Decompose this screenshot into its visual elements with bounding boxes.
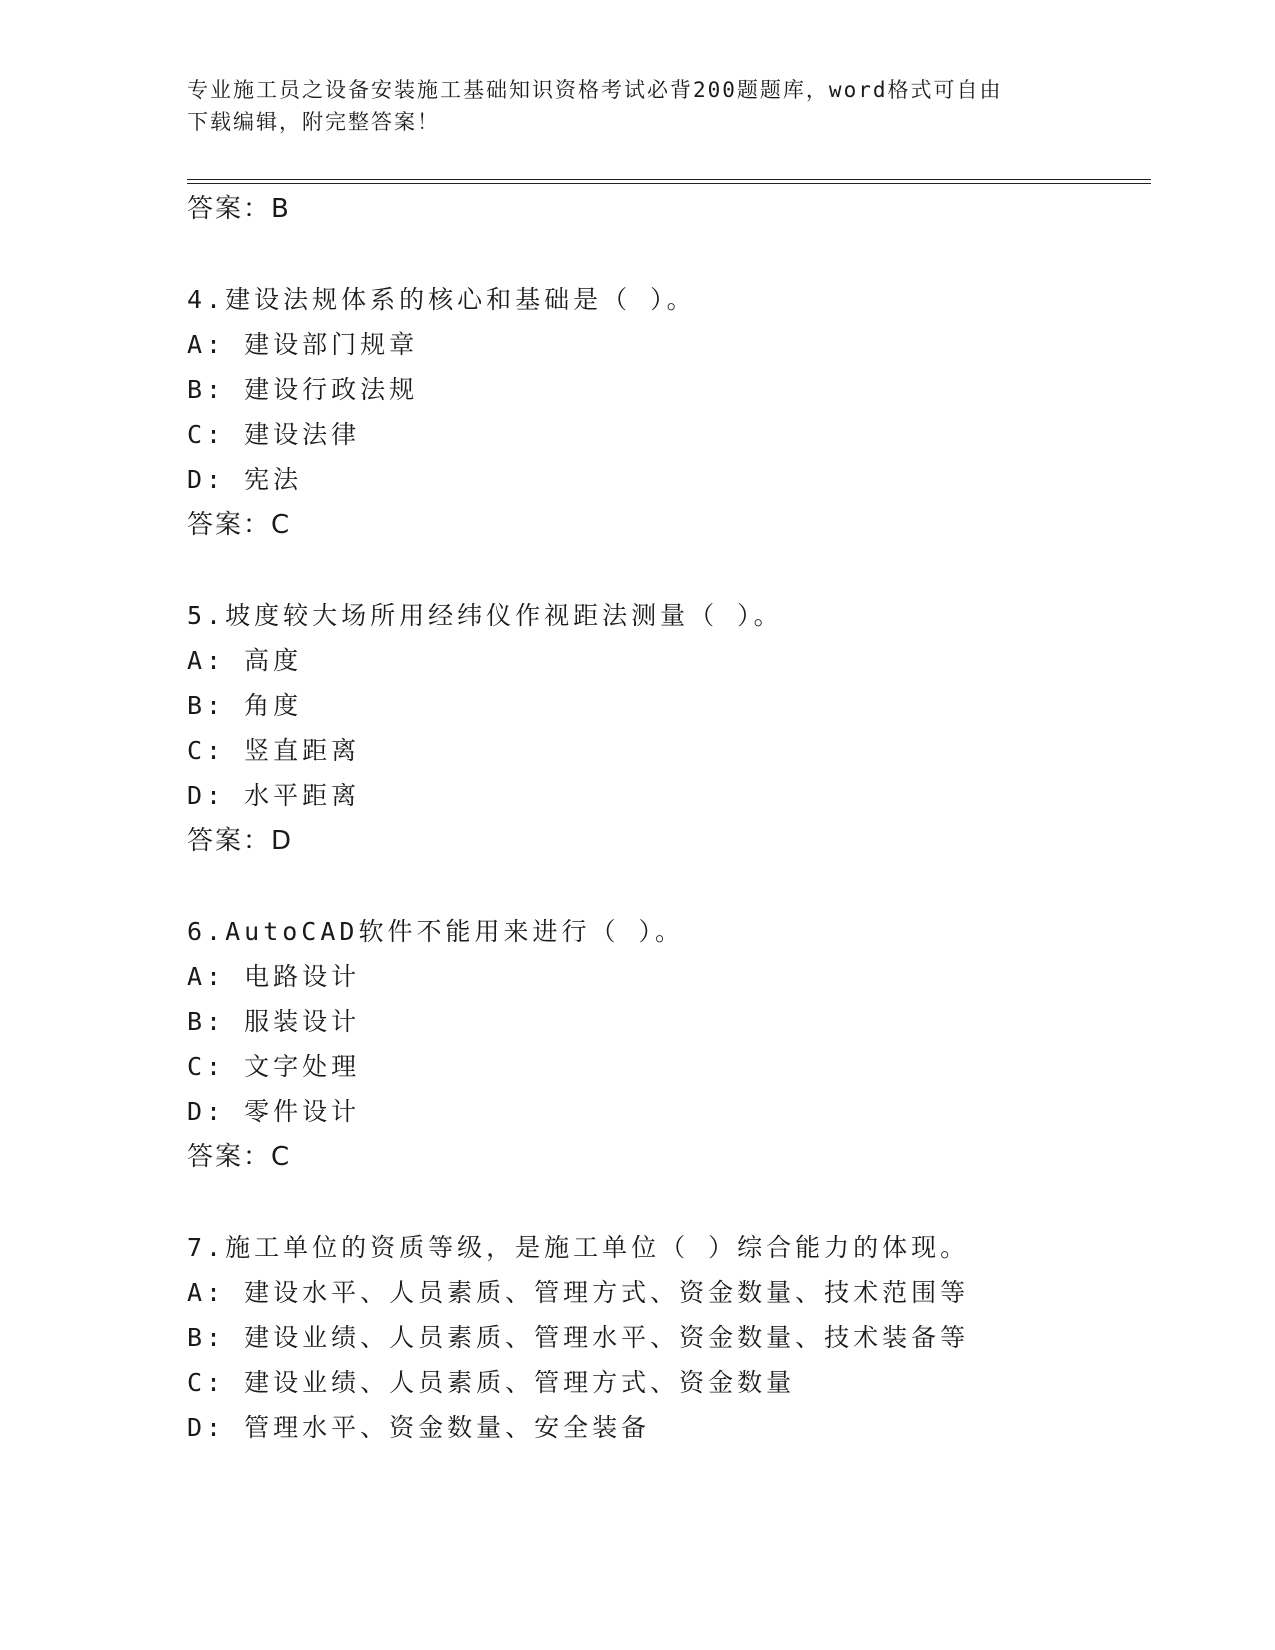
option-b: B: 建设行政法规 xyxy=(187,375,419,404)
header-line-2: 下载编辑，附完整答案！ xyxy=(187,110,440,134)
question-6: 6.AutoCAD软件不能用来进行（ ）。 xyxy=(187,917,685,946)
answer-line: 答案：C xyxy=(187,510,292,540)
option-c: C: 建设业绩、人员素质、管理方式、资金数量 xyxy=(187,1368,796,1397)
header-divider-bottom xyxy=(187,183,1151,184)
option-c: C: 建设法律 xyxy=(187,420,361,449)
answer-line: 答案：D xyxy=(187,826,294,856)
question-7: 7.施工单位的资质等级，是施工单位（ ）综合能力的体现。 xyxy=(187,1233,970,1262)
option-a: A: 高度 xyxy=(187,646,303,675)
option-b: B: 建设业绩、人员素质、管理水平、资金数量、技术装备等 xyxy=(187,1323,970,1352)
header-line-1: 专业施工员之设备安装施工基础知识资格考试必背200题题库，word格式可自由 xyxy=(187,78,1003,102)
option-b: B: 服装设计 xyxy=(187,1007,361,1036)
option-d: D: 宪法 xyxy=(187,465,303,494)
option-a: A: 建设水平、人员素质、管理方式、资金数量、技术范围等 xyxy=(187,1278,970,1307)
answer-line: 答案：B xyxy=(187,194,291,224)
option-c: C: 竖直距离 xyxy=(187,736,361,765)
option-a: A: 电路设计 xyxy=(187,962,361,991)
header-divider-top xyxy=(187,179,1151,180)
option-d: D: 零件设计 xyxy=(187,1097,361,1126)
option-c: C: 文字处理 xyxy=(187,1052,361,1081)
question-5: 5.坡度较大场所用经纬仪作视距法测量（ ）。 xyxy=(187,601,783,630)
question-4: 4.建设法规体系的核心和基础是（ ）。 xyxy=(187,285,696,314)
option-a: A: 建设部门规章 xyxy=(187,330,419,359)
option-d: D: 水平距离 xyxy=(187,781,361,810)
option-b: B: 角度 xyxy=(187,691,303,720)
document-header xyxy=(187,74,1087,138)
answer-line: 答案：C xyxy=(187,1142,292,1172)
option-d: D: 管理水平、资金数量、安全装备 xyxy=(187,1413,651,1442)
